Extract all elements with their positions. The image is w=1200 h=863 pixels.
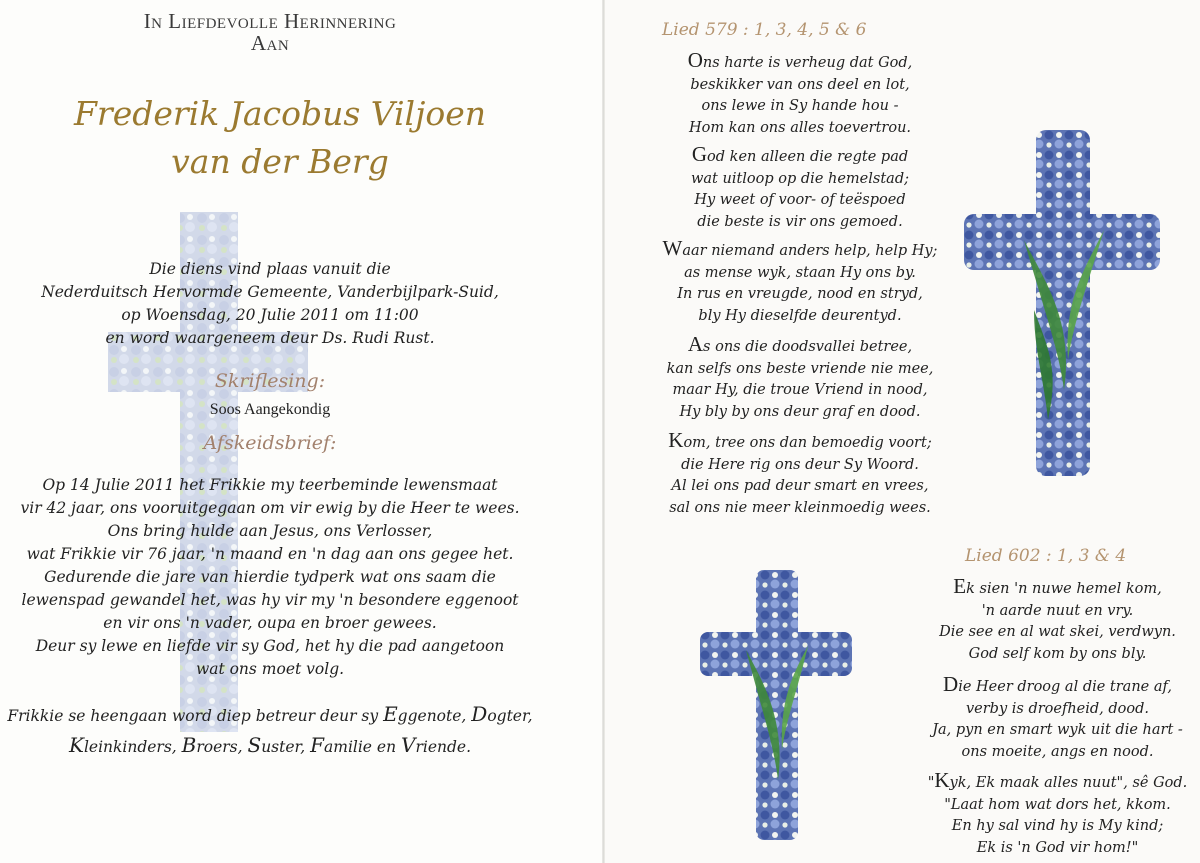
drop-cap: K [934,768,950,792]
drop-cap: A [687,332,704,356]
hymn-1-stanza-4 [620,334,980,423]
farewell-letter [0,474,540,681]
name-line-2: van der Berg [171,141,389,181]
stanza-line: ons lewe in Sy hande hou - [701,98,899,114]
letter-line: Gedurende die jare van hierdie tydperk wat ons saam die [44,568,496,586]
service-line: en word waargeneem deur Ds. Rudi Rust. [105,329,435,347]
line-text: yk, Ek maak alles nuut", sê God. [949,775,1188,791]
stanza-line: Hom kan ons alles toevertrou. [688,119,912,136]
letter-line: Op 14 Julie 2011 het Frikkie my teerbeminde lewensmaat [42,476,498,494]
stanza-line: Ek is 'n God vir hom!" [976,839,1139,856]
letter-line: wat ons moet volg. [195,660,345,678]
word: riende. [415,738,471,756]
stanza-line: Hy bly by ons deur graf en dood. [679,403,921,420]
stanza-line: die Here rig ons deur Sy Woord. [681,456,919,473]
stanza-line: In rus en vreugde, nood en stryd, [677,286,923,302]
stanza-first-line [915,770,1200,795]
reading-title: Skriflesing: [214,370,326,392]
initial: V [401,733,416,757]
stanza-line: Die see en al wat skei, verdwyn. [939,624,1176,640]
stanza-line: verby is droefheid, dood. [965,700,1150,717]
stanza-first-line [620,50,980,75]
word: roers, [196,738,248,756]
word: ogter, [487,707,533,725]
heading-line-2: Aan [250,31,290,56]
hymn-2-stanza-1 [915,576,1200,665]
reading-value: Soos Aangekondig [209,401,331,418]
word: amilie en [324,738,401,756]
stanza-line: as mense wyk, staan Hy ons by. [684,264,916,281]
stanza-line: "Laat hom wat dors het, kkom. [944,796,1171,813]
drop-cap: E [953,574,967,598]
initial: D [471,702,488,726]
stanza-first-line [620,144,980,169]
drop-cap: K [668,428,684,452]
stanza-first-line [915,674,1200,699]
service-details [0,258,540,350]
letter-line: Ons bring hulde aan Jesus, ons Verlosser, [107,522,433,540]
service-line: op Woensdag, 20 Julie 2011 om 11:00 [121,306,419,324]
mourners-line-2 [0,731,540,762]
word: ggenote, [397,707,472,725]
stanza-first-line [620,334,980,359]
stanza-line: En hy sal vind hy is My kind; [951,818,1164,834]
word: leinkinders, [83,738,182,756]
stanza-line: Hy weet of voor- of teëspoed [694,192,906,208]
service-line: Nederduitsch Hervormde Gemeente, Vanderbijlpark-Suid, [41,283,499,301]
mourners-intro: Frikkie se heengaan word diep betreur deur sy [7,707,384,725]
stanza-line: sal ons nie meer kleinmoedig wees. [669,499,931,516]
initial: B [181,733,197,757]
mourners-line-1 [0,700,540,731]
floral-cross-small-image [700,570,852,840]
hymn-1-stanza-2 [620,144,980,233]
mourners-text [0,700,540,762]
letter-line: Deur sy lewe en liefde vir sy God, het hy die pad aangetoon [35,637,505,655]
word: uster, [261,738,311,756]
name-line-1: Frederik Jacobus Viljoen [74,94,486,133]
line-text: ns harte is verheug dat God, [702,55,913,71]
hymn-2-stanza-3 [915,770,1200,859]
stanza-first-line [915,576,1200,601]
stanza-line: Al lei ons pad deur smart en vrees, [671,478,929,494]
service-line: Die diens vind plaas vanuit die [149,260,391,278]
stanza-line: die beste is vir ons gemoed. [697,213,903,230]
initial: K [68,733,84,757]
hymn-1-stanza-3 [620,238,980,327]
letter-line: vir 42 jaar, ons vooruitgegaan om vir ewig by die Heer te wees. [20,499,520,517]
drop-cap: D [943,672,959,696]
letter-line: en vir ons 'n vader, oupa en broer gewees. [103,614,437,632]
floral-cross-large-image [964,130,1160,476]
letter-line: lewenspad gewandel het, was hy vir my 'n besondere eggenoot [21,591,519,609]
page-fold [602,0,605,863]
heading-line-1: In Liefdevolle Herinnering [143,9,397,33]
stanza-line: wat uitloop op die hemelstad; [691,170,909,187]
initial: E [383,702,398,726]
stanza-line: 'n aarde nuut en vry. [981,602,1134,619]
hymn-2-stanza-2 [915,674,1200,763]
stanza-line: Ja, pyn en smart wyk uit die hart - [932,722,1183,738]
hymn-1-stanza-5 [620,430,980,519]
deceased-name [40,90,520,186]
stanza-line: bly Hy dieselfde deurentyd. [698,307,902,324]
hymn-1-title: Lied 579 : 1, 3, 4, 5 & 6 [662,20,867,40]
hymn-2-title: Lied 602 : 1, 3 & 4 [965,546,1127,566]
letter-line: wat Frikkie vir 76 jaar, 'n maand en 'n dag aan ons gegee het. [26,545,514,563]
line-text: aar niemand anders help, help Hy; [682,243,938,259]
line-text: om, tree ons dan bemoedig voort; [683,435,932,451]
initial: S [247,733,262,757]
quote-mark: " [927,775,935,791]
stanza-line: beskikker van ons deel en lot, [690,76,910,93]
line-text: s ons die doodsvallei betree, [703,339,913,355]
hymn-1-stanza-1 [620,50,980,139]
line-text: ie Heer droog al die trane af, [958,679,1172,695]
stanza-line: kan selfs ons beste vriende nie mee, [666,360,934,377]
stanza-line: God self kom by ons bly. [968,645,1147,662]
line-text: k sien 'n nuwe hemel kom, [966,581,1162,597]
stanza-first-line [620,238,980,263]
initial: F [310,733,324,757]
drop-cap: G [691,142,708,166]
stanza-line: maar Hy, die troue Vriend in nood, [672,382,928,398]
stanza-first-line [620,430,980,455]
stanza-line: ons moeite, angs en nood. [961,743,1154,760]
drop-cap: O [687,48,703,72]
line-text: od ken alleen die regte pad [707,149,909,165]
letter-title: Afskeidsbrief: [203,432,337,454]
memorial-heading [110,10,430,54]
drop-cap: W [662,236,683,260]
